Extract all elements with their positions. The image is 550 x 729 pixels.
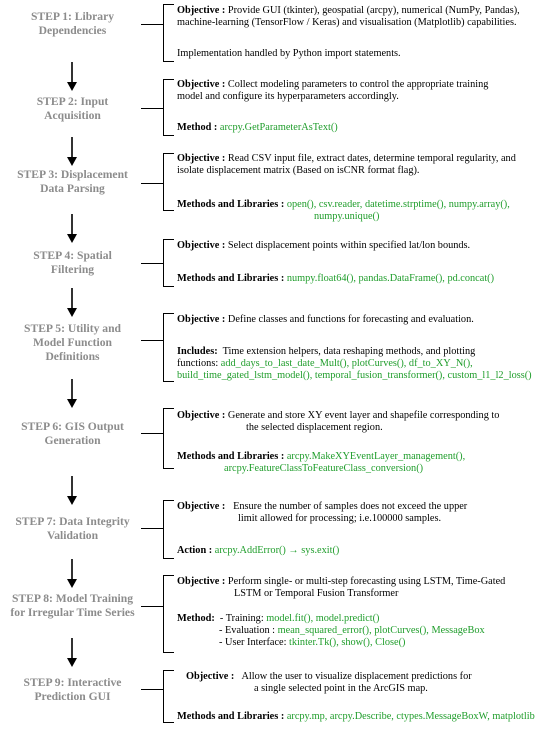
connector — [141, 263, 163, 264]
connector — [141, 108, 163, 109]
down-arrow-icon — [65, 379, 79, 409]
step-1-title: STEP 1: Library Dependencies — [30, 10, 115, 37]
down-arrow-icon — [65, 62, 79, 92]
step-7-title: STEP 7: Data Integrity Validation — [15, 515, 130, 542]
bracket — [163, 239, 174, 287]
step-4-title: STEP 4: Spatial Filtering — [33, 249, 112, 276]
method-line: numpy.unique() — [314, 211, 380, 222]
objective-line: model and configure its hyperparameters accordingly. — [177, 91, 399, 102]
objective-line: Objective : Read CSV input file, extract dates, determine temporal regularity, and — [177, 153, 516, 164]
down-arrow-icon — [65, 559, 79, 589]
objective-line: a single selected point in the ArcGIS map. — [254, 683, 428, 694]
connector — [141, 24, 163, 25]
step-3-title: STEP 3: Displacement Data Parsing — [17, 168, 128, 195]
method-line: - User Interface: tkinter.Tk(), show(), Close() — [219, 637, 406, 648]
down-arrow-icon — [65, 137, 79, 167]
objective-line: Objective : Ensure the number of samples does not exceed the upper — [177, 501, 468, 512]
method-line: Method: - Training: model.fit(), model.predict() — [177, 613, 380, 624]
objective-line: isolate displacement matrix (Based on isCNR format flag). — [177, 165, 420, 176]
includes-line: build_time_gated_lstm_model(), temporal_fusion_transformer(), custom_l1_l2_loss() — [177, 370, 532, 381]
bracket — [163, 408, 174, 469]
connector — [141, 606, 163, 607]
bracket — [163, 500, 174, 559]
objective-line: machine-learning (TensorFlow / Keras) and visualisation (Matplotlib) capabilities. — [177, 17, 517, 28]
step-5-title: STEP 5: Utility and Model Function Definitions — [24, 322, 121, 363]
step-6-title: STEP 6: GIS Output Generation — [21, 420, 124, 447]
connector — [141, 433, 163, 434]
note-line: Implementation handled by Python import statements. — [177, 48, 401, 59]
bracket — [163, 153, 174, 211]
connector — [141, 183, 163, 184]
objective-line: Objective : Generate and store XY event layer and shapefile corresponding to — [177, 410, 500, 421]
bracket — [163, 313, 174, 382]
connector — [141, 340, 163, 341]
method-line: Methods and Libraries : arcpy.mp, arcpy.Describe, ctypes.MessageBoxW, matplotlib — [177, 711, 535, 722]
includes-line: Includes: Time extension helpers, data reshaping methods, and plotting — [177, 346, 476, 357]
objective-line: Objective : Allow the user to visualize displacement predictions for — [186, 671, 472, 682]
objective-line: Objective : Perform single- or multi-step forecasting using LSTM, Time-Gated — [177, 576, 506, 587]
method-line: Methods and Libraries : numpy.float64(), pandas.DataFrame(), pd.concat() — [177, 273, 495, 284]
step-2-title: STEP 2: Input Acquisition — [36, 95, 109, 122]
objective-line: Objective : Collect modeling parameters to control the appropriate training — [177, 79, 489, 90]
objective-line: Objective : Define classes and functions for forecasting and evaluation. — [177, 314, 474, 325]
objective-line: limit allowed for processing; i.e.100000 samples. — [238, 513, 442, 524]
bracket — [163, 670, 174, 723]
bracket — [163, 575, 174, 653]
connector — [141, 528, 163, 529]
bracket — [163, 4, 174, 62]
objective-line: the selected displacement region. — [246, 422, 383, 433]
objective-line: Objective : Provide GUI (tkinter), geospatial (arcpy), numerical (NumPy, Pandas), — [177, 5, 520, 16]
method-line: Methods and Libraries : arcpy.MakeXYEventLayer_management(), — [177, 451, 466, 462]
step-8-title: STEP 8: Model Training for Irregular Time Series — [10, 592, 135, 619]
step-9-title: STEP 9: Interactive Prediction GUI — [23, 676, 122, 703]
bracket — [163, 79, 174, 136]
method-line: Methods and Libraries : open(), csv.reader, datetime.strptime(), numpy.array(), — [177, 199, 510, 210]
down-arrow-icon — [65, 288, 79, 318]
method-line: arcpy.FeatureClassToFeatureClass_conversion() — [224, 463, 424, 474]
method-line: Method : arcpy.GetParameterAsText() — [177, 122, 338, 133]
connector — [141, 689, 163, 690]
down-arrow-icon — [65, 638, 79, 668]
action-line: Action : arcpy.AddError() → sys.exit() — [177, 545, 340, 556]
includes-line: functions: add_days_to_last_date_Mult(), plotCurves(), df_to_XY_N(), — [177, 358, 473, 369]
objective-line: LSTM or Temporal Fusion Transformer — [234, 588, 399, 599]
method-line: - Evaluation : mean_squared_error(), plotCurves(), MessageBox — [219, 625, 485, 636]
objective-line: Objective : Select displacement points within specified lat/lon bounds. — [177, 240, 471, 251]
down-arrow-icon — [65, 214, 79, 244]
down-arrow-icon — [65, 476, 79, 506]
